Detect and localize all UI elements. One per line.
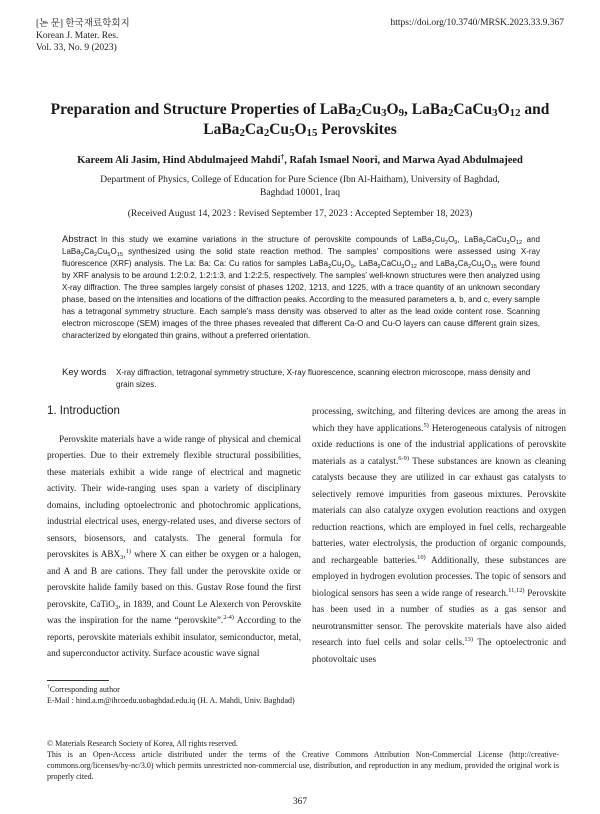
right-column [312,403,566,667]
corresponding-author-footnote: †Corresponding author E-Mail : hind.a.m@ihcoedu.uobaghdad.edu.iq (H. A. Mahdi, Univ. Baghdad) [47,684,567,706]
paper-title: Preparation and Structure Properties of $LaBa_2Cu_3O_9$, $LaBa_2CaCu_3O_{12}$ and $LaBa_2Ca_2Cu_5O_{15}$ Perovskites [50,101,550,139]
journal-header [36,18,130,54]
section-heading: 1. Introduction [47,405,120,417]
intro-paragraph-continued: processing, switching, and filtering devices are among the areas in which they have applications.$^{5)}$ Heterogeneous catalysis of nitrogen oxide reductions is one of the industrial applications of perovskite materials as a catalyst.$^{6-9)}$ These substances are known as cleaning catalysts because they are utilized in car exhaust gas catalysts to selectively remove impurities from gaseous mixtures. Perovskite materials can also catalyze oxygen evolution reactions and oxygen reduction reactions, which are employed in fuel cells, rechargeable batteries, water electrolysis, the production of organic compounds, and rechargeable batteries.$^{10)}$ Additionally, these substances are employed in hydrogen evolution processes. The topic of sensors and biological sensors has seen a wide range of research.$^{11,12)}$ Perovskite has been used in a number of studies as a gas sensor and neurotransmitter sensor. The perovskite materials have also aided research into fuel cells and solar cells.$^{13)}$ The optoelectronic and photovoltaic uses [312,406,567,664]
received-dates: (Received August 14, 2023 : Revised September 17, 2023 : Accepted September 18, 2023) [127,209,473,219]
doi-link[interactable]: https://doi.org/10.3740/MRSK.2023.33.9.367 [390,18,564,28]
keywords [62,367,540,391]
abstract: Abstract In this study we examine variations in the structure of perovskite compounds of $LaBa_2Cu_2O_9$, $LaBa_2CaCu_3O_{12}$ and $LaBa_2Ca_2Cu_5O_{15}$ synthesized using the solid state reaction method. The samples' compositions were assessed using X-ray fluorescence (XRF) analysis. The La: Ba: Ca: Cu ratios for samples $LaBa_2Cu_2O_9$, $LaBa_2CaCu_3O_{12}$ and $LaBa_2Ca_2Cu_5O_{15}$ were found by XRF analysis to be around 1:2:0:2, 1:2:1:3, and 1:2:2:5, respectively. The samples' well-known structures were then analyzed using X-ray diffraction. The three samples largely consist of phases 1202, 1213, and 1225, with a trace quantity of an unknown secondary phase, based on the intensities and locations of the diffraction peaks. According to the measured parameters a, b, and c, every sample has a tetragonal symmetry structure. Each sample's mass density was observed to alter as the lead oxide content rose. Scanning electron microscope (SEM) images of the three phases revealed that different Ca-O and Cu-O layers can cause different grain sizes, characterized by elongated thin grains, without a preferred orientation. [62,234,540,340]
footnote-divider [47,680,109,681]
license-notice: © Materials Research Society of Korea, All rights reserved. This is an Open-Access article distributed under the terms of the Creative Commons Attribution Non-Commercial License (http://creative-commons.org/licenses/by-nc/3.0) which permits unrestricted non-commercial use, distribution, and reproduction in any medium, provided the original work is properly cited. [47,739,559,781]
abstract-label: Abstract [62,234,97,245]
author-email[interactable]: E-Mail : hind.a.m@ihcoedu.uobaghdad.edu.iq (H. A. Mahdi, Univ. Baghdad) [47,696,295,705]
page-number: 367 [292,797,308,807]
keywords-label: Key words [62,367,107,378]
left-column [47,403,301,662]
intro-paragraph: Perovskite materials have a wide range of physical and chemical properties. Due to their extremely flexible structural possibilities, these materials exhibit a wide range of electrical and magnetic activity. Their wide-ranging uses span a variety of disciplinary domains, including optoelectronic and photochromic applications, industrial electrical uses, energy-related uses, and diverse sectors of sensors, biosensors, and catalysts. The general formula for perovskites is $ABX_3,^{1)}$ where X can either be oxygen or a halogen, and A and B are cations. They fall under the perovskite oxide or perovskite halide family based on this. Gustav Rose found the first perovskite, CaTiO$_3$, in 1839, and Count Le Alexerch von Perovskite was the inspiration for the name “perovskite”.$^{2-4)}$ According to the reports, perovskite materials exhibit insulator, semiconductor, metal, and superconductor activity. Surface acoustic wave signal [47,433,302,658]
author-list: Kareem Ali Jasim, Hind Abdulmajeed Mahdi†, Rafah Ismael Noori, and Marwa Ayad Abdulmajeed [77,152,523,166]
journal-name-korean: [논 문] 한국재료학회지 [36,19,130,29]
journal-volume: Vol. 33, No. 9 (2023) [36,43,117,53]
affiliation: Department of Physics, College of Education for Pure Science (Ibn Al-Haitham), University of Baghdad, Baghdad 10001, Iraq [100,175,500,198]
journal-name-english: Korean J. Mater. Res. [36,31,119,41]
keywords-text: X-ray diffraction, tetragonal symmetry structure, X-ray fluorescence, scanning electron microscope, mass density and grain sizes. [116,368,531,389]
